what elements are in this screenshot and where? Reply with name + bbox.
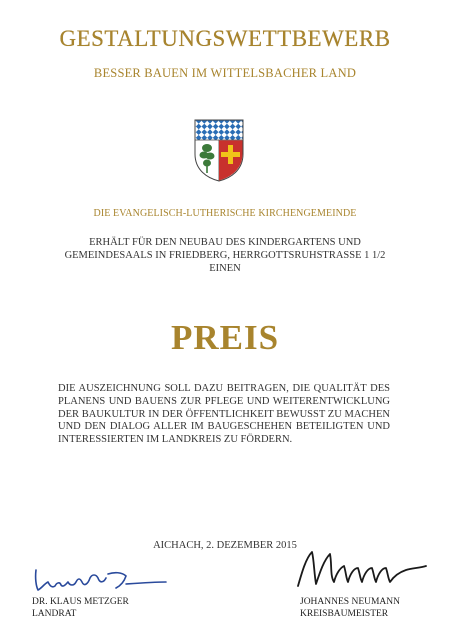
award-text-line: EINEN [209,263,241,274]
award-text-line: GEMEINDESAALS IN FRIEDBERG, HERRGOTTSRUHSTRASSE 1 1/2 [64,250,386,261]
document-title: GESTALTUNGSWETTBEWERB [59,26,391,51]
place-and-date: AICHACH, 2. DEZEMBER 2015 [153,540,297,551]
signature-left-icon [30,560,170,594]
award-text-line: ERHÄLT FÜR DEN NEUBAU DES KINDERGARTENS UND [89,237,361,248]
award-text [52,236,398,275]
signatory-name: JOHANNES NEUMANN [300,597,401,607]
prize-heading: PREIS [170,318,280,357]
signatory-name: DR. KLAUS METZGER [32,597,129,607]
signatory-left [32,596,192,620]
purpose-paragraph: DIE AUSZEICHNUNG SOLL DAZU BEITRAGEN, DIE QUALITÄT DES PLANENS UND BAUENS ZUR PFLEGE UND WEITERENTWICKLUNG DER BAUKULTUR IN DER ÖFFENTLICHKEIT BEWUSST ZU MACHEN UND DEN DIALOG ALLER IM BAUGESCHEHEN BETEILIGTEN UND INTERESSIERTEN IM LANDKREIS ZU FÖRDERN. [58,383,390,446]
coat-of-arms-icon [193,118,245,182]
signatory-right [300,596,440,620]
recipient-name: DIE EVANGELISCH-LUTHERISCHE KIRCHENGEMEINDE [93,208,357,219]
signatory-role: LANDRAT [32,609,77,619]
signatory-role: KREISBAUMEISTER [300,609,389,619]
signature-right-icon [290,546,430,594]
document-subtitle: BESSER BAUEN IM WITTELSBACHER LAND [93,66,357,80]
